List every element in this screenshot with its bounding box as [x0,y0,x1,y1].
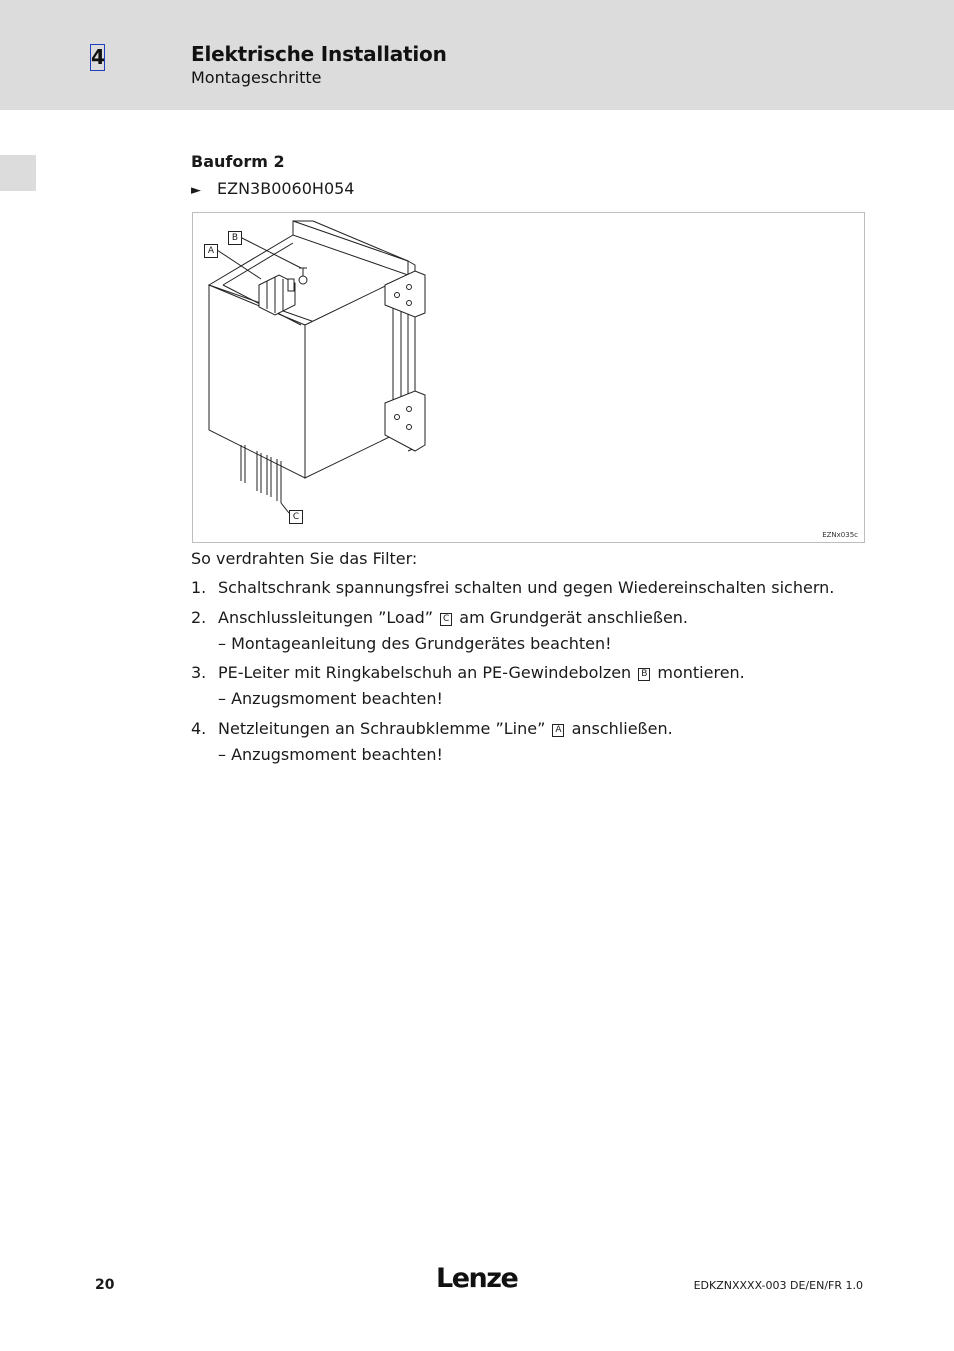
figure-label-a: A [204,244,218,258]
chapter-number[interactable]: 4 [91,45,105,69]
key-b-box: B [638,668,650,681]
page-subtitle: Montageschritte [191,68,322,87]
figure-label-b: B [228,231,242,245]
step-1 [191,575,834,601]
step-text-after: anschließen. [571,719,673,738]
document-id: EDKZNXXXX-003 DE/EN/FR 1.0 [693,1279,863,1292]
step-number: 4. [191,719,207,738]
instructions-intro: So verdrahten Sie das Filter: [191,549,418,568]
figure-frame [192,212,865,543]
model-line [191,179,354,198]
step-text: Schaltschrank spannungsfrei schalten und gegen Wiedereinschalten sichern. [218,578,835,597]
page-number: 20 [95,1277,115,1293]
step-text: PE-Leiter mit Ringkabelschuh an PE-Gewindebolzen [218,663,632,682]
header-band [0,0,954,110]
figure-label-c: C [289,510,303,524]
step-note: – Anzugsmoment beachten! [218,689,443,708]
key-c-box: C [440,613,452,626]
step-text: Anschlussleitungen ”Load” [218,608,434,627]
figure-id: EZNx035c [822,531,858,539]
step-text-after: montieren. [657,663,745,682]
side-tab-marker [0,155,36,191]
step-text: Netzleitungen an Schraubklemme ”Line” [218,719,546,738]
step-4 [191,716,673,768]
filter-drawing [193,213,864,542]
step-number: 2. [191,608,207,627]
page-title: Elektrische Installation [191,42,447,66]
step-3 [191,660,745,712]
model-code: EZN3B0060H054 [217,179,355,198]
step-note: – Montageanleitung des Grundgerätes beachten! [218,634,612,653]
step-text-after: am Grundgerät anschließen. [459,608,689,627]
step-2 [191,605,688,657]
step-number: 1. [191,578,207,597]
step-note: – Anzugsmoment beachten! [218,745,443,764]
section-heading: Bauform 2 [191,152,285,171]
triangle-right-icon: ► [191,183,201,198]
key-a-box: A [552,724,564,737]
lenze-logo: Lenze [436,1263,518,1294]
step-number: 3. [191,663,207,682]
